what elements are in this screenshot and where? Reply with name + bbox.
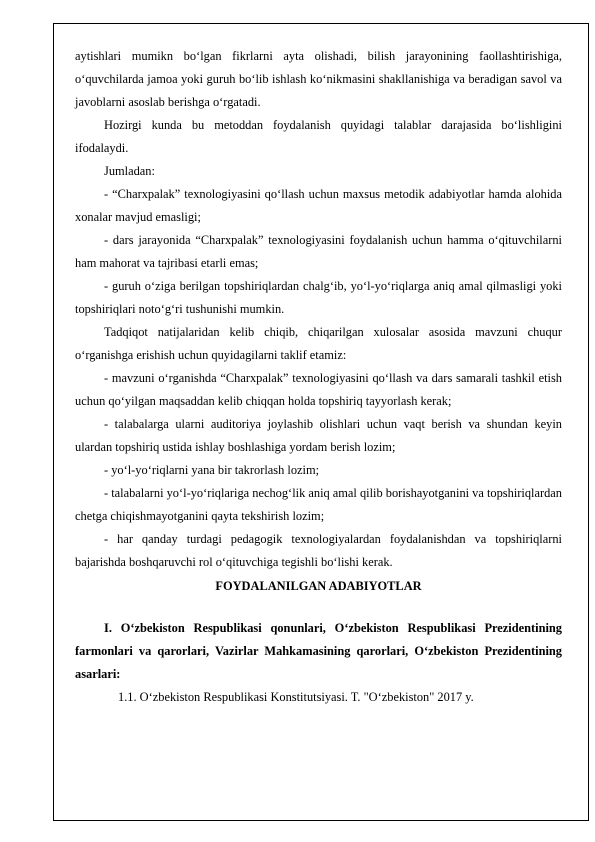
list-item-problem-3: - guruh o‘ziga berilgan topshiriqlardan chalg‘ib, yo‘l-yo‘riqlarga aniq amal qilmasligi yoki topshiriqlari noto‘g‘ri tushunishi mumkin. (75, 279, 562, 316)
references-section-heading: I. O‘zbekiston Respublikasi qonunlari, O‘zbekiston Respublikasi Prezidentining farmonlari va qarorlari, Vazirlar Mahkamasining qarorlari, O‘zbekiston Prezidentining asarlari: (75, 621, 562, 681)
document-body (75, 45, 562, 709)
spacer (75, 598, 562, 617)
paragraph-conclusions: Tadqiqot natijalaridan kelib chiqib, chiqarilgan xulosalar asosida mavzuni chuqur o‘rganishga erishish uchun quyidagilarni taklif etamiz: (75, 325, 562, 362)
list-item-problem-1: - “Charxpalak” texnologiyasini qo‘llash uchun maxsus metodik adabiyotlar hamda alohida xonalar mavjud emasligi; (75, 187, 562, 224)
list-item-problem-2: - dars jarayonida “Charxpalak” texnologiyasini foydalanish uchun hamma o‘qituvchilarni ham mahorat va tajribasi etarli emas; (75, 233, 562, 270)
references-heading: FOYDALANILGAN ADABIYOTLAR (215, 579, 422, 593)
paragraph-continuation: aytishlari mumikn bo‘lgan fikrlarni ayta olishadi, bilish jarayonining faollashtirishiga, o‘quvchilarda jamoa yoki guruh bo‘lib ishlash ko‘nikmasini shakllanishiga va beradigan savol va javoblarni asoslab berishga o‘rgatadi. (75, 49, 562, 109)
list-item-proposal-1: - mavzuni o‘rganishda “Charxpalak” texnologiyasini qo‘llash va dars samarali tashkil etish uchun qo‘yilgan maqsaddan kelib chiqqan holda topshiriq tayyorlash kerak; (75, 371, 562, 408)
reference-item: 1.1. O‘zbekiston Respublikasi Konstitutsiyasi. T. "O‘zbekiston" 2017 y. (118, 690, 474, 704)
list-item-proposal-4: - talabalarni yo‘l-yo‘riqlariga nechog‘lik aniq amal qilib borishayotganini va topshiriqlardan chetga chiqishmayotganini qayta tekshirish lozim; (75, 486, 562, 523)
paragraph-requirements: Hozirgi kunda bu metoddan foydalanish quyidagi talablar darajasida bo‘lishligini ifodalaydi. (75, 118, 562, 155)
list-item-proposal-3: - yo‘l-yo‘riqlarni yana bir takrorlash lozim; (104, 463, 320, 477)
list-item-proposal-2: - talabalarga ularni auditoriya joylashib olishlari uchun vaqt berish va shundan keyin ulardan topshiriq ustida ishlay boshlashiga yordam berish lozim; (75, 417, 562, 454)
list-item-proposal-5: - har qanday turdagi pedagogik texnologiyalardan foydalanishdan va topshiriqlarni bajarishda boshqaruvchi rol o‘qituvchiga tegishli bo‘lishi kerak. (75, 532, 562, 569)
paragraph-including: Jumladan: (104, 164, 155, 178)
